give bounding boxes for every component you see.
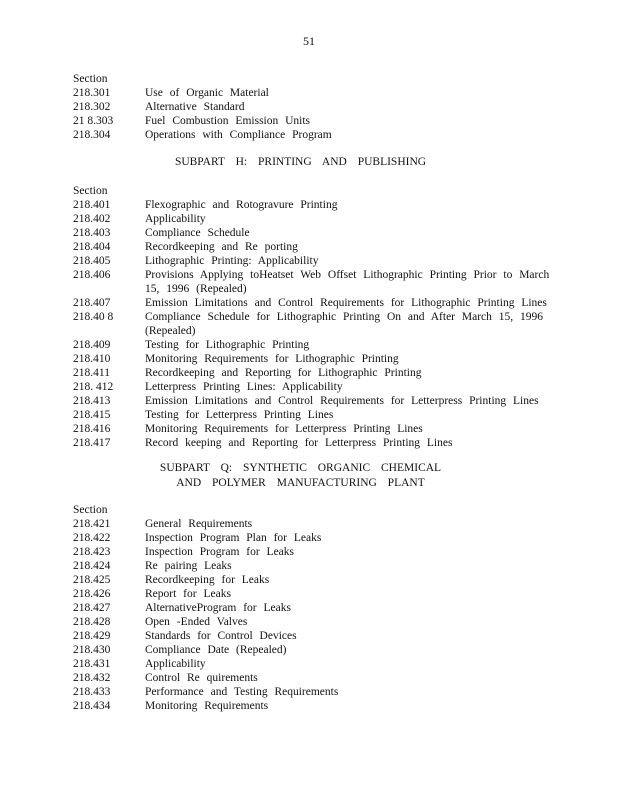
page-number: 51 <box>303 34 315 48</box>
list-item <box>73 699 553 713</box>
section-number: 218.426 <box>73 588 111 600</box>
section-number: 218.432 <box>73 672 111 684</box>
section-title: Record keeping and Reporting for Letterpress Printing Lines <box>145 437 453 449</box>
section-list-1 <box>73 72 553 142</box>
section-number: 218.431 <box>73 658 111 670</box>
list-item <box>73 380 553 394</box>
section-title: Monitoring Requirements <box>145 700 269 712</box>
section-title: Performance and Testing Requirements <box>145 686 339 698</box>
section-title: Use of Organic Material <box>145 87 269 99</box>
section-title: Monitoring Requirements for Lithographic Printing <box>145 353 399 365</box>
section-number: 218.407 <box>73 297 111 309</box>
list-item <box>73 352 553 366</box>
list-item <box>73 422 553 436</box>
section-title: Recordkeeping and Reporting for Lithographic Printing <box>145 367 422 379</box>
section-number: 218.401 <box>73 199 111 211</box>
section-list-3 <box>73 503 553 713</box>
list-item <box>73 643 553 657</box>
section-title: Control Re quirements <box>145 672 258 684</box>
section-title: Inspection Program for Leaks <box>145 546 295 558</box>
section-number: 218.405 <box>73 255 111 267</box>
subpart-h-heading: SUBPART H: PRINTING AND PUBLISHING <box>174 156 427 168</box>
section-number: 218.422 <box>73 532 111 544</box>
section-title: Alternative Standard <box>145 101 245 113</box>
list-item <box>73 615 553 629</box>
section-number: 218.427 <box>73 602 111 614</box>
section-number: 218.411 <box>73 367 110 379</box>
section-number: 218.403 <box>73 227 111 239</box>
list-item <box>73 671 553 685</box>
section-number: 218.423 <box>73 546 111 558</box>
section-number: 218.424 <box>73 560 111 572</box>
subpart-q-line1: SUBPART Q: SYNTHETIC ORGANIC CHEMICAL <box>159 462 442 474</box>
list-item <box>73 310 553 338</box>
list-item <box>73 296 553 310</box>
section-title: Standards for Control Devices <box>145 630 297 642</box>
section-title: Emission Limitations and Control Requirements for Lithographic Printing Lines <box>145 297 547 309</box>
section-number: 218.429 <box>73 630 111 642</box>
list-item <box>73 517 553 531</box>
list-item <box>73 254 553 268</box>
section-title: Applicability <box>145 213 206 225</box>
section-title: Inspection Program Plan for Leaks <box>145 532 322 544</box>
list-item <box>73 573 553 587</box>
section-number: 218.421 <box>73 518 111 530</box>
section-number: 218.301 <box>73 87 111 99</box>
section-number: 218.415 <box>73 409 111 421</box>
section-number: 218.304 <box>73 129 111 141</box>
list-item <box>73 629 553 643</box>
section-title: General Requirements <box>145 518 253 530</box>
list-item <box>73 226 553 240</box>
section-number: 218.417 <box>73 437 111 449</box>
section-title: Applicability <box>145 658 206 670</box>
list-item <box>73 545 553 559</box>
list-item <box>73 198 553 212</box>
section-title: Emission Limitations and Control Requirements for Letterpress Printing Lines <box>145 395 539 407</box>
section-number: 21 8.303 <box>73 115 114 127</box>
section-number: 218.409 <box>73 339 111 351</box>
section-number: 218.434 <box>73 700 111 712</box>
list-item <box>73 240 553 254</box>
list-item <box>73 100 553 114</box>
section-title: Provisions Applying toHeatset Web Offset Lithographic Printing Prior to March 15, 1996 (Repealed) <box>145 269 550 295</box>
list-item <box>73 587 553 601</box>
section-title: Recordkeeping and Re porting <box>145 241 298 253</box>
section-title: Open -Ended Valves <box>145 616 248 628</box>
list-item <box>73 114 553 128</box>
section-title: Testing for Letterpress Printing Lines <box>145 409 334 421</box>
list-item <box>73 366 553 380</box>
list-item <box>73 408 553 422</box>
section-number: 218.416 <box>73 423 111 435</box>
section-title: Testing for Lithographic Printing <box>145 339 310 351</box>
section-number: 218.40 8 <box>73 311 114 323</box>
section-title: Letterpress Printing Lines: Applicability <box>145 381 343 393</box>
section-number: 218.410 <box>73 353 111 365</box>
section-title: Lithographic Printing: Applicability <box>145 255 319 267</box>
section-number: 218.302 <box>73 101 111 113</box>
subpart-q-line2: AND POLYMER MANUFACTURING PLANT <box>176 477 425 489</box>
list-item <box>73 212 553 226</box>
list-item <box>73 86 553 100</box>
list-item <box>73 436 553 450</box>
section-title: Report for Leaks <box>145 588 231 600</box>
section-title: Compliance Schedule <box>145 227 250 239</box>
list-item <box>73 128 553 142</box>
list-item <box>73 685 553 699</box>
section-list-2 <box>73 184 553 450</box>
section-label: Section <box>73 185 108 197</box>
list-item <box>73 338 553 352</box>
section-number: 218.433 <box>73 686 111 698</box>
section-title: Operations with Compliance Program <box>145 129 332 141</box>
section-title: AlternativeProgram for Leaks <box>145 602 291 614</box>
section-number: 218.425 <box>73 574 111 586</box>
section-title: Re pairing Leaks <box>145 560 232 572</box>
list-item <box>73 601 553 615</box>
list-item <box>73 394 553 408</box>
section-title: Recordkeeping for Leaks <box>145 574 270 586</box>
section-number: 218.413 <box>73 395 111 407</box>
list-item <box>73 268 553 296</box>
subpart-q-heading <box>73 461 528 491</box>
section-number: 218.402 <box>73 213 111 225</box>
section-number: 218.428 <box>73 616 111 628</box>
list-item <box>73 657 553 671</box>
section-number: 218.406 <box>73 269 111 281</box>
list-item <box>73 559 553 573</box>
section-label: Section <box>73 504 108 516</box>
section-label: Section <box>73 73 108 85</box>
section-title: Flexographic and Rotogravure Printing <box>145 199 338 211</box>
section-number: 218.404 <box>73 241 111 253</box>
section-title: Monitoring Requirements for Letterpress Printing Lines <box>145 423 423 435</box>
list-item <box>73 531 553 545</box>
section-title: Compliance Date (Repealed) <box>145 644 287 656</box>
section-title: Fuel Combustion Emission Units <box>145 115 311 127</box>
section-number: 218.430 <box>73 644 111 656</box>
section-title: Compliance Schedule for Lithographic Printing On and After March 15, 1996 (Repealed) <box>145 311 544 337</box>
section-number: 218. 412 <box>73 381 114 393</box>
